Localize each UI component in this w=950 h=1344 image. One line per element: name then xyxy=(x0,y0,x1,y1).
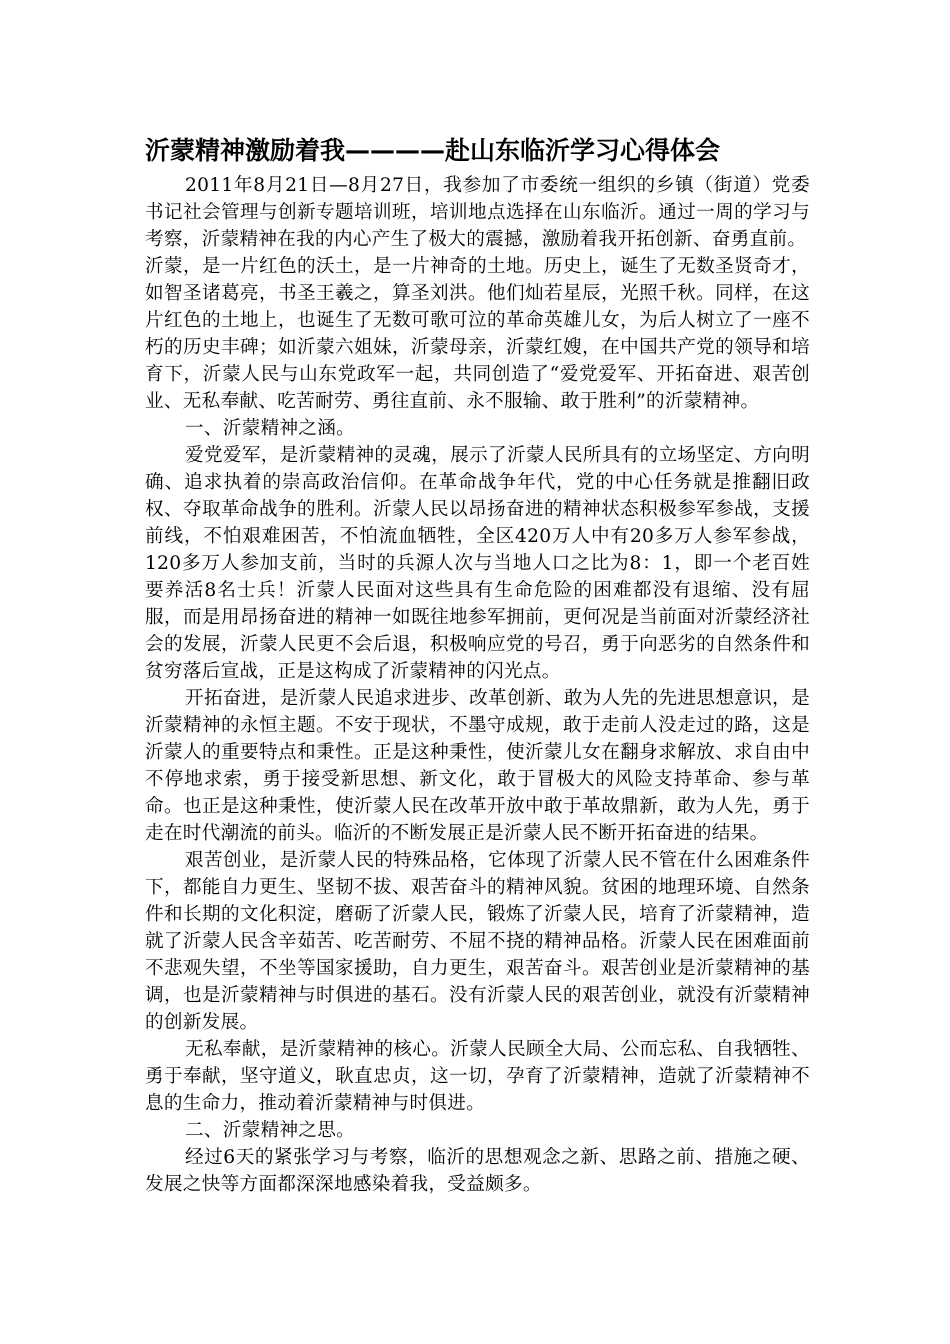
paragraph: 二、沂蒙精神之思。 xyxy=(185,1120,356,1141)
paragraph: 2011年8月21日—8月27日，我参加了市委统一组织的乡镇（街道）党委书记社会管理与创新专题培训班，培训地点选择在山东临沂。通过一周的学习与考察，沂蒙精神在我的内心产生了极大的震撼，激励着我开拓创新、奋勇直前。 xyxy=(145,175,810,250)
paragraph: 艰苦创业，是沂蒙人民的特殊品格，它体现了沂蒙人民不管在什么困难条件下，都能自力更生、坚韧不拔、艰苦奋斗的精神风貌。贫困的地理环境、自然条件和长期的文化积淀，磨砺了沂蒙人民，锻炼了沂蒙人民，培育了沂蒙精神，造就了沂蒙人民含辛茹苦、吃苦耐劳、不屈不挠的精神品格。沂蒙人民在困难面前不悲观失望，不坐等国家援助，自力更生，艰苦奋斗。艰苦创业是沂蒙精神的基调，也是沂蒙精神与时俱进的基石。没有沂蒙人民的艰苦创业，就没有沂蒙精神的创新发展。 xyxy=(145,850,810,1033)
paragraph: 沂蒙，是一片红色的沃土，是一片神奇的土地。历史上，诞生了无数圣贤奇才，如智圣诸葛亮，书圣王羲之，算圣刘洪。他们灿若星辰，光照千秋。同样，在这片红色的土地上，也诞生了无数可歌可泣的革命英雄儿女，为后人树立了一座不朽的历史丰碑；如沂蒙六姐妹，沂蒙母亲，沂蒙红嫂，在中国共产党的领导和培育下，沂蒙人民与山东党政军一起，共同创造了“爱党爱军、开拓奋进、艰苦创业、无私奉献、吃苦耐劳、勇往直前、永不服输、敢于胜利”的沂蒙精神。 xyxy=(145,256,810,412)
document-page xyxy=(145,132,810,1198)
paragraph: 开拓奋进，是沂蒙人民追求进步、改革创新、敢为人先的先进思想意识，是沂蒙精神的永恒主题。不安于现状，不墨守成规，敢于走前人没走过的路，这是沂蒙人的重要特点和秉性。正是这种秉性，使沂蒙儿女在翻身求解放、求自由中不停地求索，勇于接受新思想、新文化，敢于冒极大的风险支持革命、参与革命。也正是这种秉性，使沂蒙人民在改革开放中敢于革故鼎新，敢为人先，勇于走在时代潮流的前头。临沂的不断发展正是沂蒙人民不断开拓奋进的结果。 xyxy=(145,688,810,844)
paragraph: 爱党爱军，是沂蒙精神的灵魂，展示了沂蒙人民所具有的立场坚定、方向明确、追求执着的崇高政治信仰。在革命战争年代，党的中心任务就是推翻旧政权、夺取革命战争的胜利。沂蒙人民以昂扬奋进的精神状态积极参军参战，支援前线，不怕艰难困苦，不怕流血牺牲，全区420万人中有20多万人参军参战，120多万人参加支前，当时的兵源人次与当地人口之比为8：1，即一个老百姓要养活8名士兵！沂蒙人民面对这些具有生命危险的困难都没有退缩、没有屈服，而是用昂扬奋进的精神一如既往地参军拥前，更何况是当前面对沂蒙经济社会的发展，沂蒙人民更不会后退，积极响应党的号召，勇于向恶劣的自然条件和贫穷落后宣战，正是这构成了沂蒙精神的闪光点。 xyxy=(145,445,810,682)
document-title: 沂蒙精神激励着我————赴山东临沂学习心得体会 xyxy=(145,136,721,165)
paragraph: 经过6天的紧张学习与考察，临沂的思想观念之新、思路之前、措施之硬、发展之快等方面都深深地感染着我，受益颇多。 xyxy=(145,1147,810,1195)
paragraph: 一、沂蒙精神之涵。 xyxy=(185,418,356,439)
document-body xyxy=(145,172,810,1198)
paragraph: 无私奉献，是沂蒙精神的核心。沂蒙人民顾全大局、公而忘私、自我牺牲、勇于奉献，坚守道义，耿直忠贞，这一切，孕育了沂蒙精神，造就了沂蒙精神不息的生命力，推动着沂蒙精神与时俱进。 xyxy=(145,1039,810,1114)
